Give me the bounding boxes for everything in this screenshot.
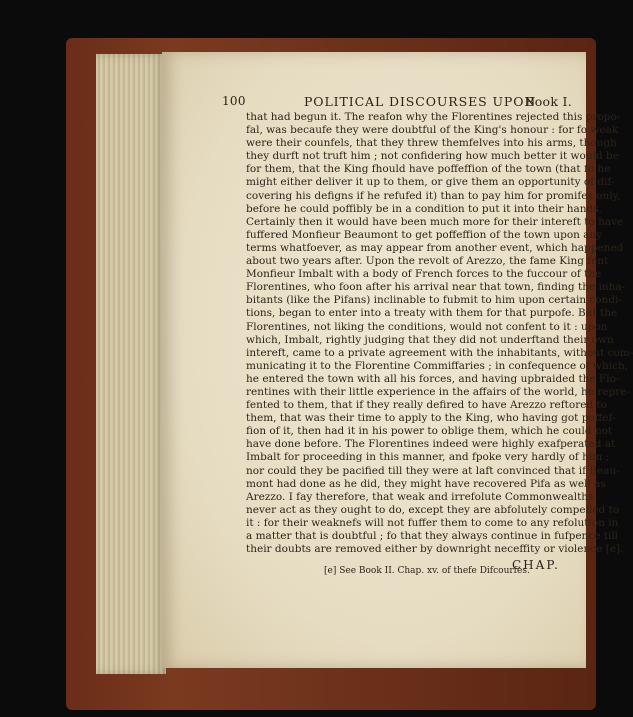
text-line: municating it to the Florentine Commiffaries ; in confequence of which, [246, 359, 629, 372]
text-line: fuffered Monfieur Beaumont to get poffeffion of the town upon any [246, 228, 603, 241]
text-line: Florentines, who foon after his arrival near that town, finding the inha- [246, 281, 626, 294]
page-number: 100 [222, 94, 246, 108]
text-block [222, 94, 633, 577]
text-line: nor could they be pacified till they were at laft convinced that if Beau- [246, 464, 620, 477]
text-line: for them, that the King fhould have poffeffion of the town (that fo he [246, 163, 611, 176]
running-head: POLITICAL DISCOURSES UPON [304, 94, 537, 109]
text-line: Florentines, not liking the conditions, would not confent to it : upon [246, 320, 608, 333]
page-edges [96, 54, 166, 674]
text-line: which, Imbalt, rightly judging that they did not underftand their own [246, 333, 614, 346]
text-line: terms whatfoever, as may appear from another event, which happened [246, 241, 624, 254]
text-line: intereft, came to a private agreement with the inhabitants, without com- [246, 346, 633, 359]
text-line: it : for their weaknefs will not fuffer them to come to any refolution in [246, 516, 619, 529]
text-line: Certainly then it would have been much more for their intereft to have [246, 215, 624, 228]
text-line: before he could poffibly be in a condition to put it into their hands. [246, 202, 602, 215]
text-line: that had begun it. The reafon why the Florentines rejected this propo- [246, 111, 621, 123]
text-line: never act as they ought to do, except they are abfolutely compelled to [246, 503, 620, 516]
text-line: a matter that is doubtful ; fo that they always continue in fufpence till [246, 530, 619, 542]
footnote: [e] See Book II. Chap. xv. of thefe Difcourfes. [324, 566, 530, 577]
text-line: tions, began to enter into a treaty with them for that purpofe. But the [246, 307, 618, 320]
text-line: fented to them, that if they really defired to have Arezzo reftored to [246, 399, 608, 412]
text-line: were their counfels, that they threw themfelves into his arms, though [246, 137, 617, 150]
text-line: covering his defigns if he refufed it) than to pay him for promifes only, [246, 189, 621, 202]
catchword: CHAP. [512, 558, 560, 572]
text-line: mont had done as he did, they might have recovered Pifa as well as [246, 477, 606, 490]
text-line: Monfieur Imbalt with a body of French forces to the fuccour of the [246, 268, 602, 281]
text-line: about two years after. Upon the revolt of Arezzo, the fame King fent [246, 255, 609, 268]
text-line: them, that was their time to apply to the King, who having got poffef- [246, 412, 616, 425]
page-header [222, 94, 572, 110]
text-line: they durft not truft him ; not confidering how much better it would be [246, 150, 619, 163]
text-line: bitants (like the Pifans) inclinable to fubmit to him upon certain condi- [246, 294, 623, 307]
body-text [246, 111, 633, 556]
text-line: rentines with their little experience in the affairs of the world, he repre- [246, 385, 631, 398]
text-line: fion of it, then had it in his power to oblige them, which he could not [246, 425, 613, 438]
text-line: Imbalt for proceeding in this manner, and fpoke very hardly of him ; [246, 451, 610, 464]
text-line: might either deliver it up to them, or give them an opportunity of dif- [246, 176, 615, 189]
text-line: have done before. The Florentines indeed were highly exafperated at [246, 438, 616, 451]
text-line: he entered the town with all his forces, and having upbraided the Flo- [246, 372, 620, 385]
text-line: fal, was becaufe they were doubtful of the King's honour : for fo weak [246, 124, 619, 137]
book-label: Book I. [525, 94, 572, 109]
text-line: Arezzo. I fay therefore, that weak and irrefolute Commonwealths [246, 490, 594, 503]
text-line: their doubts are removed either by downright neceffity or violence [e]. [246, 543, 624, 556]
